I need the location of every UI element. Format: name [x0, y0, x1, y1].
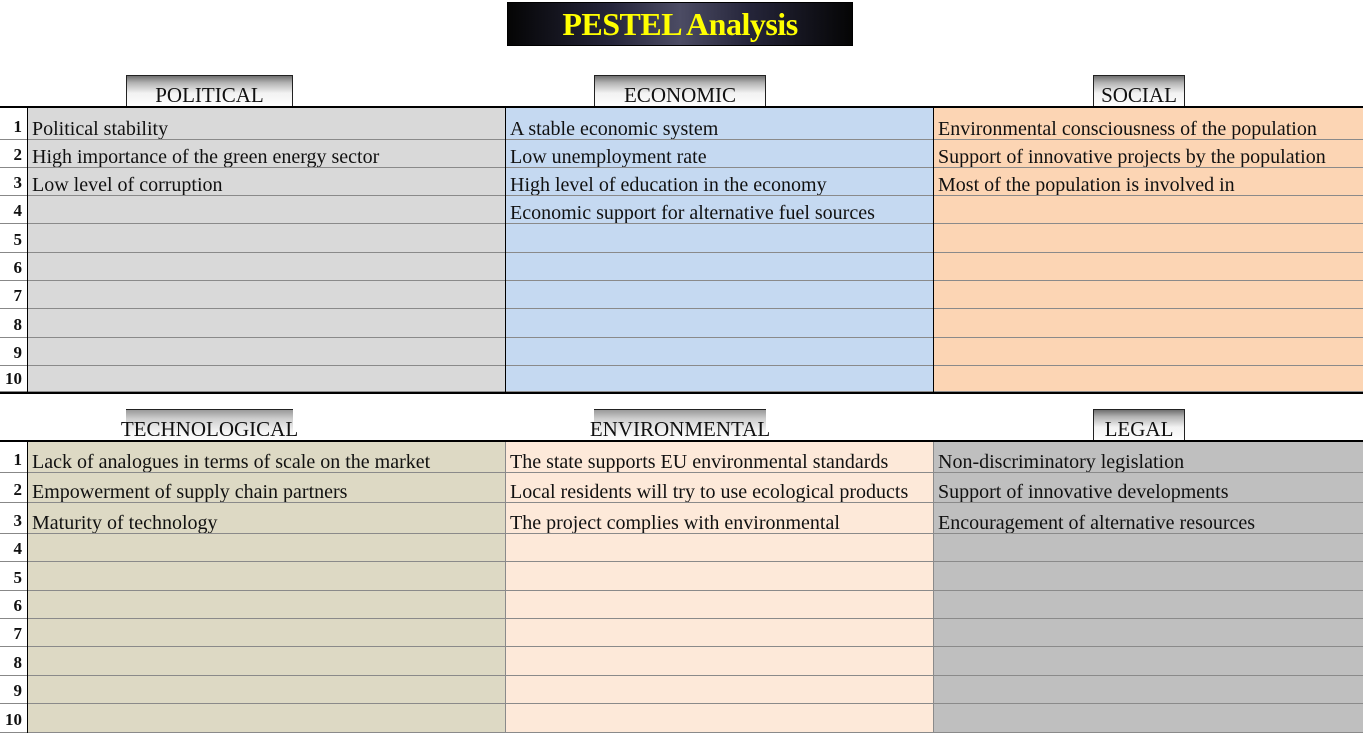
- table-cell[interactable]: [506, 591, 933, 619]
- table-cell[interactable]: Local residents will try to use ecological products: [506, 473, 933, 503]
- table-cell[interactable]: [28, 253, 505, 281]
- row-number: 8: [0, 309, 27, 338]
- row-number: 7: [0, 281, 27, 309]
- table-cell[interactable]: [28, 704, 505, 733]
- table-cell[interactable]: Environmental consciousness of the population: [934, 108, 1363, 140]
- table-cell[interactable]: Most of the population is involved in: [934, 168, 1363, 196]
- social-column: [934, 108, 1363, 392]
- table-cell[interactable]: [934, 309, 1363, 338]
- table-cell[interactable]: [28, 224, 505, 253]
- row-number: 6: [0, 253, 27, 281]
- legal-column: [934, 442, 1363, 733]
- table-cell[interactable]: The state supports EU environmental standards: [506, 442, 933, 473]
- table-cell[interactable]: [506, 619, 933, 647]
- table-cell[interactable]: [506, 253, 933, 281]
- table-cell[interactable]: [506, 224, 933, 253]
- political-column: [28, 108, 506, 392]
- table-cell[interactable]: [28, 196, 505, 224]
- row-number: 7: [0, 619, 27, 647]
- table-cell[interactable]: [28, 366, 505, 392]
- table-cell[interactable]: [934, 366, 1363, 392]
- table-cell[interactable]: [506, 562, 933, 591]
- bottom-row-numbers: [0, 442, 28, 733]
- table-cell[interactable]: [28, 309, 505, 338]
- table-cell[interactable]: [934, 196, 1363, 224]
- table-cell[interactable]: Encouragement of alternative resources: [934, 503, 1363, 534]
- row-number: 3: [0, 503, 27, 534]
- table-cell[interactable]: [28, 591, 505, 619]
- row-number: 3: [0, 168, 27, 196]
- table-cell[interactable]: [506, 338, 933, 366]
- environmental-column: [506, 442, 934, 733]
- table-cell[interactable]: [28, 281, 505, 309]
- table-cell[interactable]: [506, 647, 933, 676]
- table-cell[interactable]: [934, 281, 1363, 309]
- table-cell[interactable]: [28, 647, 505, 676]
- table-cell[interactable]: Support of innovative developments: [934, 473, 1363, 503]
- table-cell[interactable]: [934, 591, 1363, 619]
- row-number: 10: [0, 366, 27, 392]
- environmental-header: ENVIRONMENTAL: [594, 409, 766, 441]
- table-cell[interactable]: Economic support for alternative fuel sources: [506, 196, 933, 224]
- table-cell[interactable]: [934, 647, 1363, 676]
- table-cell[interactable]: [28, 534, 505, 562]
- table-cell[interactable]: [934, 224, 1363, 253]
- table-cell[interactable]: The project complies with environmental: [506, 503, 933, 534]
- row-number: 5: [0, 562, 27, 591]
- table-cell[interactable]: [28, 338, 505, 366]
- table-cell[interactable]: [506, 281, 933, 309]
- row-number: 4: [0, 534, 27, 562]
- table-cell[interactable]: Maturity of technology: [28, 503, 505, 534]
- table-cell[interactable]: [934, 253, 1363, 281]
- economic-header: ECONOMIC: [594, 75, 766, 107]
- table-cell[interactable]: Low level of corruption: [28, 168, 505, 196]
- table-cell[interactable]: [506, 366, 933, 392]
- table-cell[interactable]: Empowerment of supply chain partners: [28, 473, 505, 503]
- table-cell[interactable]: [934, 562, 1363, 591]
- table-cell[interactable]: [28, 619, 505, 647]
- table-cell[interactable]: [506, 676, 933, 704]
- bottom-grid: [0, 440, 1363, 733]
- table-cell[interactable]: [506, 704, 933, 733]
- row-number: 6: [0, 591, 27, 619]
- row-number: 2: [0, 140, 27, 168]
- table-cell[interactable]: [934, 676, 1363, 704]
- table-cell[interactable]: [506, 534, 933, 562]
- table-cell[interactable]: Non-discriminatory legislation: [934, 442, 1363, 473]
- political-header: POLITICAL: [126, 75, 293, 107]
- table-cell[interactable]: [934, 534, 1363, 562]
- table-cell[interactable]: A stable economic system: [506, 108, 933, 140]
- table-cell[interactable]: [28, 562, 505, 591]
- table-cell[interactable]: [506, 309, 933, 338]
- row-number: 4: [0, 196, 27, 224]
- legal-header: LEGAL: [1093, 409, 1185, 441]
- table-cell[interactable]: Low unemployment rate: [506, 140, 933, 168]
- top-row-numbers: [0, 108, 28, 392]
- table-cell[interactable]: [934, 619, 1363, 647]
- table-cell[interactable]: [28, 676, 505, 704]
- table-cell[interactable]: High level of education in the economy: [506, 168, 933, 196]
- technological-header: TECHNOLOGICAL: [126, 409, 293, 441]
- table-cell[interactable]: [934, 704, 1363, 733]
- row-number: 1: [0, 108, 27, 140]
- row-number: 9: [0, 676, 27, 704]
- table-cell[interactable]: Political stability: [28, 108, 505, 140]
- technological-column: [28, 442, 506, 733]
- table-cell[interactable]: High importance of the green energy sector: [28, 140, 505, 168]
- top-grid: [0, 106, 1363, 394]
- row-number: 5: [0, 224, 27, 253]
- social-header: SOCIAL: [1093, 75, 1185, 107]
- row-number: 8: [0, 647, 27, 676]
- table-cell[interactable]: [934, 338, 1363, 366]
- table-cell[interactable]: Support of innovative projects by the population: [934, 140, 1363, 168]
- table-cell[interactable]: Lack of analogues in terms of scale on the market: [28, 442, 505, 473]
- economic-column: [506, 108, 934, 392]
- row-number: 1: [0, 442, 27, 473]
- row-number: 9: [0, 338, 27, 366]
- row-number: 2: [0, 473, 27, 503]
- page-title: PESTEL Analysis: [507, 2, 853, 46]
- row-number: 10: [0, 704, 27, 733]
